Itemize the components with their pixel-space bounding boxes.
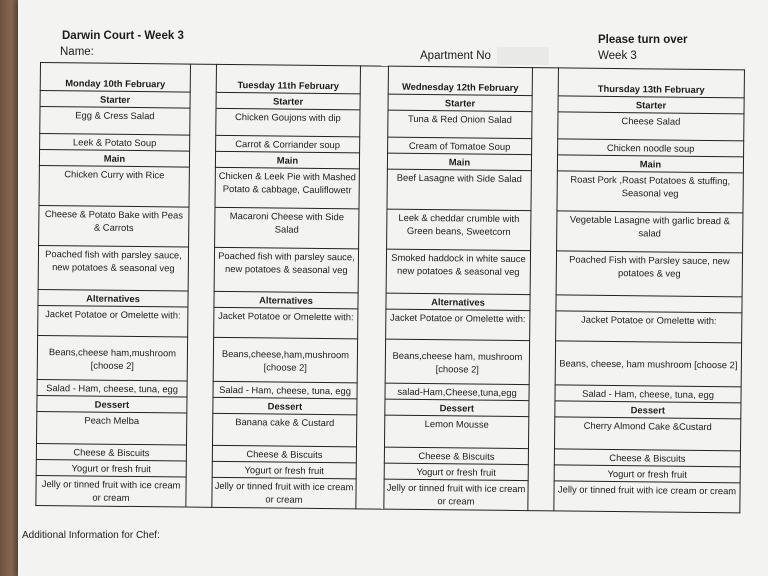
day-header: Tuesday 11th February <box>216 64 360 94</box>
starter-item: Egg & Cress Salad <box>40 107 190 136</box>
main-item: Poached Fish with Parsley sauce, new potatoes & veg <box>556 251 742 297</box>
row-fillings <box>37 335 741 386</box>
soup-item: Leek & Potato Soup <box>40 134 190 152</box>
main-heading: Main <box>39 150 189 168</box>
alt-fillings-item: Beans,cheese ham, mushroom [choose 2] <box>385 339 529 385</box>
starter-item: Chicken Goujons with dip <box>216 108 360 137</box>
day-header: Thursday 13th February <box>558 68 744 98</box>
day-header: Wednesday 12th February <box>388 66 532 96</box>
starter-heading: Starter <box>558 96 744 114</box>
cheese-item: Cheese & Biscuits <box>384 447 528 465</box>
main-item: Macaroni Cheese with Side Salad <box>215 207 359 249</box>
dessert-item: Cherry Almond Cake &Custard <box>554 417 740 451</box>
turn-over-note: Please turn over <box>598 34 688 46</box>
alt-jacket-item: Jacket Potatoe or Omelette with: <box>38 305 188 337</box>
alternatives-heading: Alternatives <box>214 291 358 309</box>
main-item: Roast Pork ,Roast Potatoes & stuffing, Seasonal veg <box>557 171 743 213</box>
yogurt-item: Yogurt or fresh fruit <box>384 463 528 481</box>
jelly-item: Jelly or tinned fruit with ice cream or cream <box>384 479 528 511</box>
main-item: Beef Lasagne with Side Salad <box>387 169 531 211</box>
soup-item: Carrot & Corriander soup <box>216 135 360 153</box>
alt-fillings-item: Beans,cheese ham,mushroom [choose 2] <box>37 335 187 381</box>
dessert-item: Peach Melba <box>37 411 187 445</box>
main-item: Chicken Curry with Rice <box>39 165 189 207</box>
main-item: Poached fish with parsley sauce, new potatoes & seasonal veg <box>38 245 188 291</box>
main-heading: Main <box>557 155 743 173</box>
dessert-heading: Dessert <box>385 399 529 417</box>
apartment-number-box <box>497 47 549 65</box>
alt-salad-item: Salad - Ham, cheese, tuna, egg <box>555 385 741 403</box>
soup-item: Cream of Tomatoe Soup <box>388 137 532 155</box>
starter-heading: Starter <box>388 94 532 112</box>
alt-fillings-item: Beans, cheese, ham mushroom [choose 2] <box>555 341 741 387</box>
menu-title: Darwin Court - Week 3 <box>62 30 184 42</box>
dessert-heading: Dessert <box>37 395 187 413</box>
main-heading: Main <box>215 151 359 169</box>
day-header: Monday 10th February <box>40 63 190 93</box>
jelly-item: Jelly or tinned fruit with ice cream or cream <box>36 475 186 507</box>
alt-salad-item: Salad - Ham, cheese, tuna, egg <box>213 381 357 399</box>
alt-salad-item: Salad - Ham, cheese, tuna, egg <box>37 379 187 397</box>
dessert-item: Banana cake & Custard <box>212 413 356 447</box>
main-item: Leek & cheddar crumble with Green beans, Sweetcorn <box>387 209 531 251</box>
main-item: Poached fish with parsley sauce, new potatoes & seasonal veg <box>214 247 358 293</box>
main-item: Vegetable Lasagne with garlic bread & salad <box>557 211 743 253</box>
starter-item: Tuna & Red Onion Salad <box>388 110 532 139</box>
main-heading: Main <box>387 153 531 171</box>
alt-jacket-item: Jacket Potatoe or Omelette with: <box>556 311 742 343</box>
cheese-item: Cheese & Biscuits <box>212 445 356 463</box>
starter-heading: Starter <box>40 91 190 109</box>
alternatives-heading: Alternatives <box>386 293 530 311</box>
week-label: Week 3 <box>598 50 637 62</box>
dessert-heading: Dessert <box>555 401 741 419</box>
apartment-label: Apartment No <box>420 50 491 62</box>
main-item: Smoked haddock in white sauce new potatoes & seasonal veg <box>386 249 530 295</box>
row-main-3 <box>38 245 742 296</box>
alt-jacket-item: Jacket Potatoe or Omelette with: <box>214 307 358 339</box>
alt-jacket-item: Jacket Potatoe or Omelette with: <box>386 309 530 341</box>
starter-heading: Starter <box>216 92 360 110</box>
dessert-heading: Dessert <box>213 397 357 415</box>
yogurt-item: Yogurt or fresh fruit <box>36 459 186 477</box>
main-item: Cheese & Potato Bake with Peas & Carrots <box>39 205 189 247</box>
alternatives-heading: Alternatives <box>38 289 188 307</box>
alt-fillings-item: Beans,cheese,ham,mushroom [choose 2] <box>213 337 357 383</box>
dessert-item: Lemon Mousse <box>384 415 528 449</box>
jelly-item: Jelly or tinned fruit with ice cream or cream <box>554 481 740 513</box>
cheese-item: Cheese & Biscuits <box>554 449 740 467</box>
soup-item: Chicken noodle soup <box>558 139 744 157</box>
chef-info-label: Additional Information for Chef: <box>22 530 160 541</box>
alt-salad-item: salad-Ham,Cheese,tuna,egg <box>385 383 529 401</box>
cheese-item: Cheese & Biscuits <box>36 443 186 461</box>
starter-item: Cheese Salad <box>558 112 744 141</box>
menu-table <box>35 62 745 513</box>
menu-grid <box>35 62 744 531</box>
jelly-item: Jelly or tinned fruit with ice cream or cream <box>212 477 356 509</box>
yogurt-item: Yogurt or fresh fruit <box>212 461 356 479</box>
alternatives-heading <box>556 295 742 313</box>
name-label: Name: <box>60 46 94 58</box>
row-jelly <box>36 475 740 512</box>
yogurt-item: Yogurt or fresh fruit <box>554 465 740 483</box>
main-item: Chicken & Leek Pie with Mashed Potato & cabbage, Cauliflowetr <box>215 167 359 209</box>
